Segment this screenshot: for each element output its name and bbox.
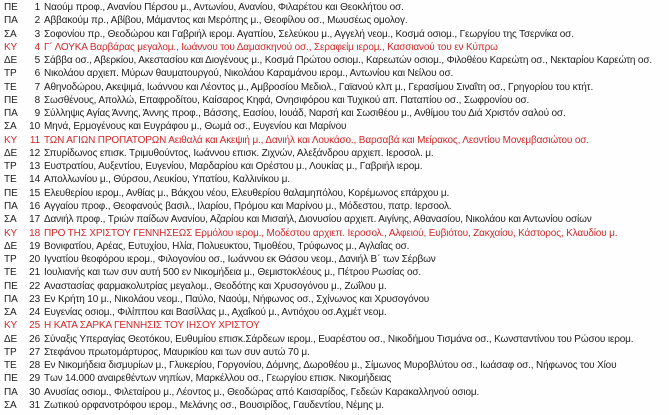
calendar-row [0, 372, 669, 385]
calendar-row [0, 147, 669, 160]
saints-list: Στεφάνου πρωτομάρτυρος, Μαυρικίου και των συν αυτώ 70 μ. [44, 346, 310, 358]
saints-text [44, 120, 667, 133]
saints-text [44, 280, 667, 293]
weekday-label: ΠΑ [4, 293, 18, 305]
weekday-label: ΔΕ [4, 55, 18, 67]
date-number: 3 [34, 28, 40, 40]
date-number: 2 [34, 15, 40, 27]
calendar-row [0, 306, 669, 319]
saints-list: Νικολάου αρχιεπ. Μύρων θαυματουργού, Νικολάου Καραμάνου ιερομ., Αντωνίου και Νείλου οσ. [44, 68, 454, 80]
date-number: 17 [29, 214, 40, 226]
weekday-label: ΤΡ [4, 161, 17, 173]
date-number: 24 [29, 307, 40, 319]
weekday-label: ΠΕ [4, 280, 18, 292]
saints-text [44, 319, 667, 332]
weekday-label: ΚΥ [4, 134, 18, 146]
saints-list: Ευγενίας οσιομ., Φιλίππου και Βασίλλας μ., Αχαΐκού μ., Αντιόχου οσ.Αχμέτ νεομ. [44, 307, 387, 319]
date-number: 19 [29, 240, 40, 252]
date-number: 7 [34, 81, 40, 93]
saints-text [44, 372, 667, 385]
weekday-label: ΠΑ [4, 386, 18, 398]
weekday-label: ΚΥ [4, 41, 18, 53]
saints-list: Αειθαλά και Ακεψιή μ., Δανιήλ και Λουκάσο., Βαρσαβά και Μείρακος, Λεοντίου Μονεμβασιώτου οσ. [168, 134, 589, 146]
saints-text [44, 306, 667, 319]
date-number: 4 [34, 41, 40, 53]
saints-list: Αθηνοδώρου, Ακεψιμά, Ιωάννου και Λέοντος μ., Αμβροσίου Μεδιολ., Γαϊανού κλπ μ., Γερασίμου Σιναΐτη οσ., Γρηγορίου του κτήτ. [44, 81, 594, 93]
date-number: 16 [29, 200, 40, 212]
date-number: 31 [29, 399, 40, 411]
date-number: 21 [29, 267, 40, 279]
saints-text [44, 266, 667, 279]
date-number: 22 [29, 280, 40, 292]
saints-list: Σωσθένους, Απολλώ, Επαφροδίτου, Καίσαρος Κηφά, Ονησιφόρου και Τυχικού απ. Παταπίου οσ., Σωφρονίου οσ. [44, 94, 530, 106]
date-number: 13 [29, 161, 40, 173]
calendar-row [0, 280, 669, 293]
weekday-label: ΚΥ [4, 320, 18, 332]
saints-list: Βαρβάρας μεγαλομ., Ιωάννου του Δαμασκηνού οσ., Σεραφείμ ιερομ., Κασσιανού του εν Κύπρω [89, 41, 498, 53]
saints-text [44, 173, 667, 186]
saints-list: Σάββα οσ., Αβερκίου, Ακεστασίου και Διογένους μ., Κοσμά Πρώτου οσιομ., Καρεωτών οσιομ., Φιλοθέου Καρεώτη οσ., Νεκταρίου Καρεώτη οσ. [44, 55, 652, 67]
date-number: 20 [29, 254, 40, 266]
saints-text [44, 200, 667, 213]
feast-title: ΤΩΝ ΑΓΙΩΝ ΠΡΟΠΑΤΟΡΩΝ [44, 134, 167, 146]
saints-list: Σύναξις Υπεραγίας Θεοτόκου, Ευθυμίου επισκ.Σάρδεων ιερομ., Ευαρέστου οσ., Νικοδήμου Τισμάνα οσ., Κωνσταντίνου του Ρώσου ιερομ. [44, 333, 634, 345]
calendar-row [0, 346, 669, 359]
saints-list: Ελευθερίου ιερομ., Ανθίας μ., Βάκχου νέου, Ελευθερίου θαλαμηπόλου, Κορέμωνος επάρχου μ. [44, 187, 450, 199]
saints-text [44, 67, 667, 80]
date-number: 26 [29, 333, 40, 345]
feast-title: ΠΡΟ ΤΗΣ ΧΡΙΣΤΟΥ ΓΕΝΝΗΣΕΩΣ [44, 227, 193, 239]
date-number: 15 [29, 187, 40, 199]
calendar-row [0, 213, 669, 226]
date-number: 25 [29, 320, 40, 332]
calendar-row [0, 120, 669, 133]
saints-list: Σοφονίου πρ., Θεοδώρου και Γαβριήλ ιερομ. Αγαπίου, Σελεύκου μ., Αγγελή νεομ., Κοσμά οσιομ., Γεωργίου της Τσερνίκα οσ. [44, 28, 574, 40]
calendar-row [0, 81, 669, 94]
saints-list: Ανυσίας οσιομ., Φιλεταίρου μ., Λέοντος μ., Θεοδώρας από Καισαρίδος, Γεδεών Καρακαλληνού οσιομ. [44, 386, 480, 398]
weekday-label: ΤΡ [4, 346, 17, 358]
weekday-label: ΔΕ [4, 240, 18, 252]
feast-day-row [0, 134, 669, 147]
calendar-row [0, 67, 669, 80]
saints-list: Σπυρίδωνος επισκ. Τριμυθούντος, Ιωάννου επισκ. Ζιχνών, Αλεξάνδρου αρχιεπ. Ιεροσολ. μ. [44, 147, 434, 159]
weekday-label: ΤΡ [4, 68, 17, 80]
saints-list: Μηνά, Ερμογένους και Ευγράφου μ., Θωμά οσ., Ευγενίου και Μαρίνου [44, 121, 347, 133]
calendar-row [0, 160, 669, 173]
calendar-row [0, 173, 669, 186]
saints-text [44, 147, 667, 160]
calendar-row [0, 200, 669, 213]
weekday-label: ΣΑ [4, 399, 17, 411]
weekday-label: ΣΑ [4, 307, 17, 319]
calendar-row [0, 359, 669, 372]
saints-list: Ιουλιανής και των συν αυτή 500 εν Νικομήδεια μ., Θεμιστοκλέους μ., Πέτρου Ρωσίας οσ. [44, 267, 422, 279]
weekday-label: ΣΑ [4, 214, 17, 226]
saints-list: Ευστρατίου, Αυξεντίου, Ευγενίου, Μαρδαρίου και Ορέστου μ., Λουκίας μ., Γαβριήλ ιερομ. [44, 161, 423, 173]
saints-list: Εν Νικομήδεια δισμυρίων μ., Γλυκερίου, Γοργονίου, Δόμνης, Δωροθέου μ., Σίμωνος Μυροβλύτου οσ., Ιωάσαφ οσ., Νήφωνος του Χίου [44, 360, 617, 372]
weekday-label: ΔΕ [4, 333, 18, 345]
weekday-label: ΤΕ [4, 267, 17, 279]
weekday-label: ΔΕ [4, 147, 18, 159]
saints-text [44, 399, 667, 412]
calendar-row [0, 14, 669, 27]
saints-text [44, 54, 667, 67]
calendar-row [0, 28, 669, 41]
feast-day-row [0, 41, 669, 54]
date-number: 10 [29, 121, 40, 133]
saints-text [44, 253, 667, 266]
calendar-row [0, 107, 669, 120]
date-number: 27 [29, 346, 40, 358]
saints-list: Αναστασίας φαρμακολυτρίας μεγαλομ., Θεοδότης και Χρυσογόνου μ., Ζωΐλου μ. [44, 280, 387, 292]
saints-list: Απολλωνίου μ., Θύρσου, Λευκίου, Υπατίου, Καλλινίκου μ. [44, 174, 290, 186]
calendar-row [0, 399, 669, 412]
weekday-label: ΣΑ [4, 121, 17, 133]
date-number: 12 [29, 147, 40, 159]
saints-text [44, 359, 667, 372]
saints-text [44, 134, 667, 147]
date-number: 6 [34, 68, 40, 80]
weekday-label: ΚΥ [4, 227, 18, 239]
saints-list: Σύλληψις Αγίας Άννης, Άννης προφ., Βάσσης, Εασίου, Ιουάδ, Ναρσή και Σωσιθέου μ., Ανθίμου του Διά Χριστόν σαλού οσ. [44, 108, 566, 120]
weekday-label: ΠΑ [4, 200, 18, 212]
saints-list: Ιγνατίου θεοφόρου ιερομ., Φιλογονίου οσ., Ιωάννου εκ Θάσου νεομ., Δανιήλ Β΄ των Σέρβων [44, 254, 436, 266]
saints-list: Εν Κρήτη 10 μ., Νικολάου νεομ., Παύλο, Ναούμ, Νήφωνος οσ., Σχίνωνος και Χρυσογόνου [44, 293, 430, 305]
calendar-row [0, 1, 669, 14]
calendar-row [0, 94, 669, 107]
saints-text [44, 187, 667, 200]
date-number: 1 [34, 2, 40, 13]
saints-list: Αββακούμ πρ., Αβίβου, Μάμαντος και Μερόπης μ., Θεοφίλου οσ., Μωυσέως ομολογ. [44, 15, 408, 27]
saints-text [44, 41, 667, 54]
date-number: 9 [34, 108, 40, 120]
weekday-label: ΤΡ [4, 254, 17, 266]
saints-text [44, 94, 667, 107]
saints-text [44, 240, 667, 253]
saints-text [44, 346, 667, 359]
date-number: 28 [29, 360, 40, 372]
weekday-label: ΠΑ [4, 108, 18, 120]
date-number: 14 [29, 174, 40, 186]
calendar-row [0, 54, 669, 67]
calendar-row [0, 386, 669, 399]
weekday-label: ΠΕ [4, 187, 18, 199]
saints-list: Δανιήλ προφ., Τριών παίδων Ανανίου, Αζαρίου και Μισαήλ, Διονυσίου αρχιεπ. Αιγίνης, Αθανασίου, Νικολάου και Αντωνίου οσίων [44, 214, 592, 226]
feast-day-row [0, 319, 669, 332]
weekday-label: ΤΕ [4, 360, 17, 372]
saints-text [44, 213, 667, 226]
saints-text [44, 333, 667, 346]
date-number: 30 [29, 386, 40, 398]
weekday-label: ΤΕ [4, 174, 17, 186]
calendar-row [0, 240, 669, 253]
saints-list: Ζωτικού ορφανοτρόφου ιερομ., Μελάνης οσ., Βουσιρίδος, Γαυδεντίου, Νέμης μ. [44, 399, 384, 411]
weekday-label: ΤΕ [4, 81, 17, 93]
date-number: 29 [29, 373, 40, 385]
saints-list: Βονιφατίου, Αρέας, Ευτυχίου, Ηλία, Πολυευκτου, Τιμοθέου, Τρύφωνος μ., Αγλαΐας οσ. [44, 240, 410, 252]
saints-text [44, 160, 667, 173]
calendar-row [0, 333, 669, 346]
saints-text [44, 293, 667, 306]
saints-list: Ερμόλου ιερομ., Μοδέστου αρχιεπ. Ιεροσολ., Αλφειού, Ευβιότου, Ζακχαίου, Κάστορος, Κλαυδίου μ. [194, 227, 618, 239]
feast-day-row [0, 227, 669, 240]
saints-text [44, 227, 667, 240]
saints-list: Ναούμ προφ., Ανανίου Πέρσου μ., Αντωνίου, Ανανίου, Φιλαρέτου και Θεοκλήτου οσ. [44, 2, 404, 13]
saints-text [44, 1, 667, 14]
calendar-row [0, 187, 669, 200]
date-number: 23 [29, 293, 40, 305]
feast-title: Η ΚΑΤΑ ΣΑΡΚΑ ΓΕΝΝΗΣΙΣ ΤΟΥ ΙΗΣΟΥ ΧΡΙΣΤΟΥ [44, 320, 260, 332]
weekday-label: ΣΑ [4, 28, 17, 40]
calendar-row [0, 293, 669, 306]
date-number: 8 [34, 94, 40, 106]
saints-text [44, 386, 667, 399]
saints-text [44, 81, 667, 94]
date-number: 5 [34, 55, 40, 67]
feast-title: Γ΄ ΛΟΥΚΑ [44, 41, 88, 53]
calendar-row [0, 253, 669, 266]
weekday-label: ΠΕ [4, 2, 18, 13]
saints-list: Αγγαίου προφ., Θεοφανούς βασιλ., Ιλαρίου, Πρόμου και Μαρίνου μ., Μόδεστου, πατρ. Ιερσοολ. [44, 200, 452, 212]
calendar-row [0, 266, 669, 279]
saints-text [44, 14, 667, 27]
date-number: 11 [29, 134, 40, 146]
date-number: 18 [29, 227, 40, 239]
saints-list: Των 14.000 αναιρεθέντων νηπίων, Μαρκέλλου οσ., Γεωργίου επισκ. Νικομήδειας [44, 373, 392, 385]
saints-text [44, 107, 667, 120]
weekday-label: ΠΕ [4, 94, 18, 106]
weekday-label: ΠΕ [4, 373, 18, 385]
weekday-label: ΠΑ [4, 15, 18, 27]
saints-text [44, 28, 667, 41]
